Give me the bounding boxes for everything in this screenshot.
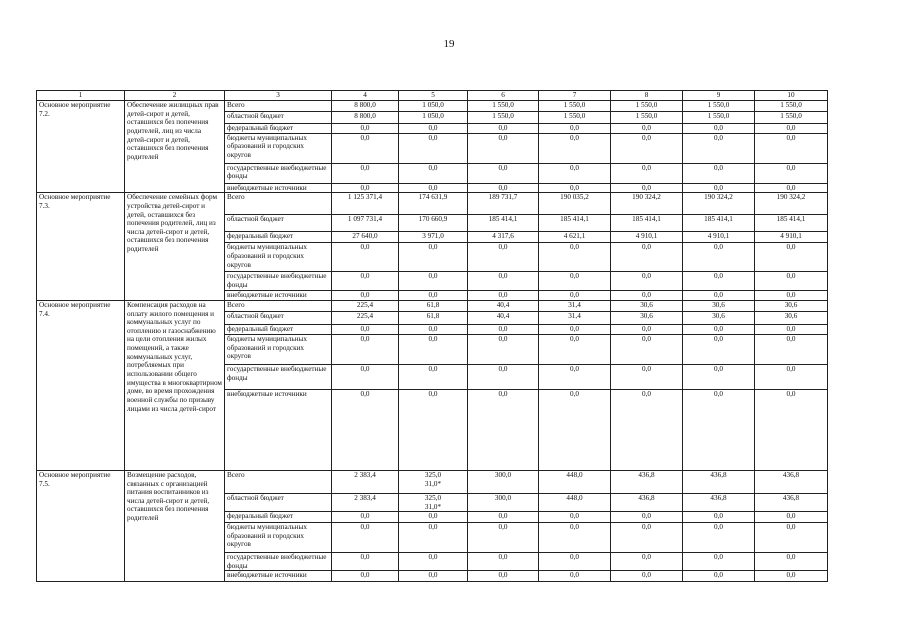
column-header: 7: [539, 91, 611, 101]
value-cell: 436,8: [611, 493, 683, 511]
value-cell: 325,0 31,0*: [399, 470, 468, 493]
value-cell: 0,0: [399, 133, 468, 163]
value-cell: 0,0: [755, 389, 828, 470]
value-cell: 0,0: [468, 183, 539, 193]
value-cell: 0,0: [539, 512, 611, 523]
value-cell: 0,0: [468, 324, 539, 334]
value-cell: 0,0: [468, 272, 539, 291]
page-number: 19: [443, 38, 455, 50]
value-cell: 0,0: [755, 183, 828, 193]
value-cell: 325,0 31,0*: [399, 493, 468, 511]
value-cell: 0,0: [611, 389, 683, 470]
value-cell: 0,0: [468, 553, 539, 571]
value-cell: 0,0: [332, 553, 399, 571]
value-cell: 0,0: [755, 364, 828, 389]
value-cell: 0,0: [611, 523, 683, 553]
value-cell: 436,8: [683, 493, 755, 511]
value-cell: 0,0: [683, 523, 755, 553]
value-cell: 225,4: [332, 300, 399, 311]
value-cell: 0,0: [468, 291, 539, 301]
value-cell: 436,8: [611, 470, 683, 493]
value-cell: 0,0: [611, 243, 683, 272]
table-row: [37, 193, 828, 215]
funding-source: областной бюджет: [225, 215, 332, 232]
value-cell: 0,0: [683, 133, 755, 163]
funding-source: Всего: [225, 193, 332, 215]
value-cell: 0,0: [399, 512, 468, 523]
measure-name: Основное мероприятие 7.3.: [37, 193, 125, 301]
value-cell: 1 550,0: [539, 112, 611, 124]
value-cell: 0,0: [539, 389, 611, 470]
value-cell: 0,0: [332, 133, 399, 163]
measure-name: Основное мероприятие 7.2.: [37, 101, 125, 193]
value-cell: 0,0: [332, 291, 399, 301]
value-cell: 0,0: [539, 243, 611, 272]
value-cell: 0,0: [468, 334, 539, 364]
measure-description: Обеспечение жилищных прав детей-сирот и детей, оставшихся без попечения родителей, лиц из числа детей-сирот и детей, оставшихся без попечения родителей: [125, 101, 225, 193]
value-cell: 1 550,0: [468, 101, 539, 112]
value-cell: 0,0: [611, 291, 683, 301]
funding-source: областной бюджет: [225, 112, 332, 124]
funding-source: федеральный бюджет: [225, 124, 332, 134]
value-cell: 2 383,4: [332, 493, 399, 511]
value-cell: 0,0: [755, 272, 828, 291]
value-cell: 8 800,0: [332, 101, 399, 112]
column-header: 5: [399, 91, 468, 101]
value-cell: 0,0: [468, 124, 539, 134]
funding-source: федеральный бюджет: [225, 324, 332, 334]
value-cell: 30,6: [755, 311, 828, 324]
funding-source: областной бюджет: [225, 311, 332, 324]
value-cell: 4 910,1: [755, 232, 828, 243]
value-cell: 185 414,1: [755, 215, 828, 232]
value-cell: 1 550,0: [611, 101, 683, 112]
value-cell: 225,4: [332, 311, 399, 324]
value-cell: 30,6: [755, 300, 828, 311]
funding-source: областной бюджет: [225, 493, 332, 511]
value-cell: 0,0: [332, 523, 399, 553]
value-cell: 0,0: [755, 243, 828, 272]
measure-description: Обеспечение семейных форм устройства детей-сирот и детей, оставшихся без попечения родителей, лиц из числа детей-сирот и детей, оставшихся без попечения родителей: [125, 193, 225, 301]
value-cell: 190 324,2: [611, 193, 683, 215]
value-cell: 185 414,1: [683, 215, 755, 232]
value-cell: 61,8: [399, 311, 468, 324]
value-cell: 0,0: [539, 553, 611, 571]
value-cell: 0,0: [611, 163, 683, 183]
value-cell: 1 097 731,4: [332, 215, 399, 232]
value-cell: 30,6: [683, 311, 755, 324]
value-cell: 0,0: [683, 124, 755, 134]
value-cell: 0,0: [399, 553, 468, 571]
measure-description: Компенсация расходов на оплату жилого помещения и коммунальных услуг по отоплению и газоснабжению на цели отопления жилых помещений, а также коммунальных услуг, потребляемых при использовании общего имущества в многоквартирном доме, во время прохождения военной службы по призыву лицами из числа детей-сирот: [125, 300, 225, 470]
funding-source: государственные внебюджетные фонды: [225, 272, 332, 291]
value-cell: 0,0: [683, 512, 755, 523]
funding-source: федеральный бюджет: [225, 512, 332, 523]
value-cell: 436,8: [755, 493, 828, 511]
measure-description: Возмещение расходов, связанных с организацией питания воспитанников из числа детей-сирот и детей, оставшихся без попечения родителей: [125, 470, 225, 582]
value-cell: 436,8: [755, 470, 828, 493]
value-cell: 0,0: [332, 512, 399, 523]
value-cell: 4 317,6: [468, 232, 539, 243]
value-cell: 0,0: [611, 324, 683, 334]
value-cell: 0,0: [755, 133, 828, 163]
value-cell: 0,0: [683, 163, 755, 183]
funding-source: внебюджетные источники: [225, 291, 332, 301]
value-cell: 0,0: [683, 389, 755, 470]
value-cell: 31,4: [539, 311, 611, 324]
value-cell: 0,0: [683, 243, 755, 272]
value-cell: 0,0: [332, 334, 399, 364]
value-cell: 0,0: [539, 324, 611, 334]
value-cell: 0,0: [539, 124, 611, 134]
value-cell: 0,0: [611, 553, 683, 571]
value-cell: 0,0: [683, 324, 755, 334]
value-cell: 0,0: [755, 512, 828, 523]
funding-source: внебюджетные источники: [225, 571, 332, 582]
measure-name: Основное мероприятие 7.4.: [37, 300, 125, 470]
value-cell: 0,0: [611, 272, 683, 291]
value-cell: 30,6: [611, 311, 683, 324]
value-cell: 30,6: [683, 300, 755, 311]
value-cell: 190 035,2: [539, 193, 611, 215]
value-cell: 0,0: [611, 364, 683, 389]
value-cell: 0,0: [468, 364, 539, 389]
value-cell: 0,0: [755, 334, 828, 364]
funding-source: бюджеты муниципальных образований и городских округов: [225, 243, 332, 272]
value-cell: 0,0: [755, 553, 828, 571]
value-cell: 185 414,1: [468, 215, 539, 232]
value-cell: 0,0: [332, 124, 399, 134]
value-cell: 1 550,0: [468, 112, 539, 124]
value-cell: 0,0: [399, 571, 468, 582]
value-cell: 0,0: [468, 243, 539, 272]
value-cell: 0,0: [399, 291, 468, 301]
value-cell: 1 550,0: [683, 112, 755, 124]
value-cell: 30,6: [611, 300, 683, 311]
value-cell: 0,0: [683, 183, 755, 193]
value-cell: 0,0: [683, 272, 755, 291]
value-cell: 0,0: [755, 124, 828, 134]
funding-source: бюджеты муниципальных образований и городских округов: [225, 334, 332, 364]
value-cell: 61,8: [399, 300, 468, 311]
value-cell: 1 050,0: [399, 101, 468, 112]
column-header: 1: [37, 91, 125, 101]
value-cell: 2 383,4: [332, 470, 399, 493]
value-cell: 0,0: [539, 523, 611, 553]
funding-source: бюджеты муниципальных образований и городских округов: [225, 133, 332, 163]
value-cell: 0,0: [683, 334, 755, 364]
value-cell: 1 550,0: [683, 101, 755, 112]
value-cell: 0,0: [611, 334, 683, 364]
value-cell: 4 910,1: [683, 232, 755, 243]
value-cell: 189 731,7: [468, 193, 539, 215]
funding-source: государственные внебюджетные фонды: [225, 163, 332, 183]
value-cell: 0,0: [399, 243, 468, 272]
funding-source: Всего: [225, 300, 332, 311]
column-header: 10: [755, 91, 828, 101]
funding-source: внебюджетные источники: [225, 183, 332, 193]
value-cell: 0,0: [332, 324, 399, 334]
value-cell: 0,0: [468, 133, 539, 163]
value-cell: 185 414,1: [539, 215, 611, 232]
value-cell: 0,0: [399, 389, 468, 470]
measure-name: Основное мероприятие 7.5.: [37, 470, 125, 582]
value-cell: 1 125 371,4: [332, 193, 399, 215]
value-cell: 0,0: [539, 183, 611, 193]
value-cell: 0,0: [683, 364, 755, 389]
table-body: [37, 91, 828, 582]
value-cell: 0,0: [468, 163, 539, 183]
value-cell: 1 550,0: [611, 112, 683, 124]
value-cell: 0,0: [468, 389, 539, 470]
value-cell: 0,0: [332, 163, 399, 183]
value-cell: 0,0: [755, 163, 828, 183]
value-cell: 0,0: [683, 553, 755, 571]
value-cell: 0,0: [399, 272, 468, 291]
value-cell: 0,0: [399, 163, 468, 183]
value-cell: 0,0: [611, 571, 683, 582]
value-cell: 0,0: [539, 163, 611, 183]
value-cell: 0,0: [755, 523, 828, 553]
column-header: 4: [332, 91, 399, 101]
value-cell: 436,8: [683, 470, 755, 493]
value-cell: 0,0: [399, 324, 468, 334]
value-cell: 0,0: [332, 243, 399, 272]
value-cell: 0,0: [539, 334, 611, 364]
funding-source: государственные внебюджетные фонды: [225, 553, 332, 571]
value-cell: 0,0: [468, 523, 539, 553]
value-cell: 190 324,2: [755, 193, 828, 215]
value-cell: 40,4: [468, 311, 539, 324]
value-cell: 4 910,1: [611, 232, 683, 243]
table-row: [37, 101, 828, 112]
value-cell: 31,4: [539, 300, 611, 311]
value-cell: 0,0: [332, 183, 399, 193]
value-cell: 0,0: [611, 183, 683, 193]
funding-source: Всего: [225, 470, 332, 493]
value-cell: 40,4: [468, 300, 539, 311]
value-cell: 448,0: [539, 493, 611, 511]
value-cell: 0,0: [399, 124, 468, 134]
value-cell: 0,0: [332, 364, 399, 389]
value-cell: 3 971,0: [399, 232, 468, 243]
value-cell: 1 050,0: [399, 112, 468, 124]
value-cell: 0,0: [539, 571, 611, 582]
value-cell: 0,0: [683, 571, 755, 582]
table-row: [37, 300, 828, 311]
column-header: 8: [611, 91, 683, 101]
value-cell: 170 660,9: [399, 215, 468, 232]
value-cell: 300,0: [468, 493, 539, 511]
value-cell: 300,0: [468, 470, 539, 493]
value-cell: 0,0: [332, 272, 399, 291]
value-cell: 27 640,0: [332, 232, 399, 243]
value-cell: 0,0: [539, 272, 611, 291]
funding-source: государственные внебюджетные фонды: [225, 364, 332, 389]
table-row: [37, 470, 828, 493]
value-cell: 0,0: [539, 133, 611, 163]
column-header: 6: [468, 91, 539, 101]
value-cell: 8 800,0: [332, 112, 399, 124]
value-cell: 174 631,9: [399, 193, 468, 215]
value-cell: 190 324,2: [683, 193, 755, 215]
budget-table: [36, 90, 828, 582]
column-header: 2: [125, 91, 225, 101]
value-cell: 0,0: [468, 512, 539, 523]
funding-source: федеральный бюджет: [225, 232, 332, 243]
value-cell: 0,0: [332, 389, 399, 470]
value-cell: 0,0: [332, 571, 399, 582]
funding-source: внебюджетные источники: [225, 389, 332, 470]
value-cell: 185 414,1: [611, 215, 683, 232]
value-cell: 0,0: [539, 291, 611, 301]
value-cell: 1 550,0: [539, 101, 611, 112]
column-header: 9: [683, 91, 755, 101]
value-cell: 0,0: [399, 523, 468, 553]
value-cell: 0,0: [755, 571, 828, 582]
value-cell: 0,0: [611, 133, 683, 163]
value-cell: 1 550,0: [755, 112, 828, 124]
value-cell: 1 550,0: [755, 101, 828, 112]
value-cell: 0,0: [468, 571, 539, 582]
value-cell: 448,0: [539, 470, 611, 493]
value-cell: 0,0: [399, 183, 468, 193]
value-cell: 0,0: [611, 512, 683, 523]
value-cell: 4 621,1: [539, 232, 611, 243]
funding-source: Всего: [225, 101, 332, 112]
value-cell: 0,0: [539, 364, 611, 389]
value-cell: 0,0: [611, 124, 683, 134]
value-cell: 0,0: [399, 364, 468, 389]
value-cell: 0,0: [755, 291, 828, 301]
value-cell: 0,0: [755, 324, 828, 334]
funding-source: бюджеты муниципальных образований и городских округов: [225, 523, 332, 553]
column-header: 3: [225, 91, 332, 101]
value-cell: 0,0: [683, 291, 755, 301]
header-row: [37, 91, 828, 101]
value-cell: 0,0: [399, 334, 468, 364]
